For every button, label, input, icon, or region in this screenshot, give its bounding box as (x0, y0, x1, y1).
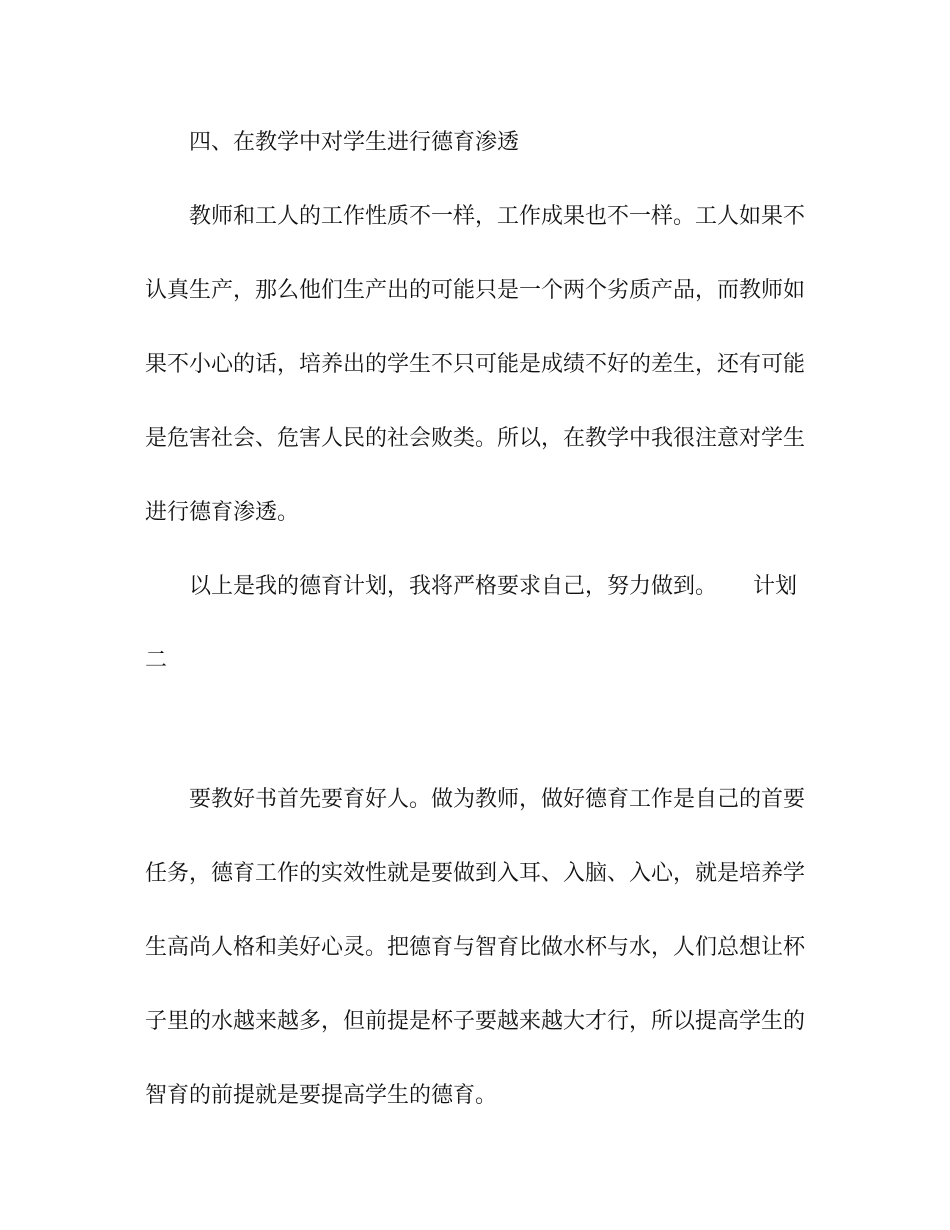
paragraph-line: 要教好书首先要育好人。做为教师，做好德育工作是自己的首要 (189, 787, 806, 812)
section-one (145, 106, 806, 698)
closing-text: 以上是我的德育计划，我将严格要求自己，努力做到。 (189, 574, 718, 599)
paragraph-line: 任务，德育工作的实效性就是要做到入耳、入脑、入心，就是培养学 (145, 861, 806, 886)
next-plan-title-part2: 二 (145, 648, 168, 673)
section-heading: 四、在教学中对学生进行德育渗透 (189, 130, 520, 155)
next-plan-title-part1: 计划 (752, 574, 797, 599)
paragraph-line: 进行德育渗透。 (145, 500, 300, 525)
paragraph-line: 智育的前提就是要提高学生的德育。 (145, 1083, 498, 1108)
paragraph-line: 认真生产，那么他们生产出的可能只是一个两个劣质产品，而教师如 (145, 278, 806, 303)
paragraph-line: 生高尚人格和美好心灵。把德育与智育比做水杯与水，人们总想让杯 (145, 935, 806, 960)
paragraph-line: 教师和工人的工作性质不一样，工作成果也不一样。工人如果不 (189, 204, 806, 229)
paragraph-line: 是危害社会、危害人民的社会败类。所以，在教学中我很注意对学生 (145, 426, 806, 451)
closing-line (145, 550, 797, 624)
section-two (145, 763, 806, 1133)
paragraph-line: 子里的水越来越多，但前提是杯子要越来越大才行，所以提高学生的 (145, 1009, 806, 1034)
paragraph-line: 果不小心的话，培养出的学生不只可能是成绩不好的差生，还有可能 (145, 352, 806, 377)
